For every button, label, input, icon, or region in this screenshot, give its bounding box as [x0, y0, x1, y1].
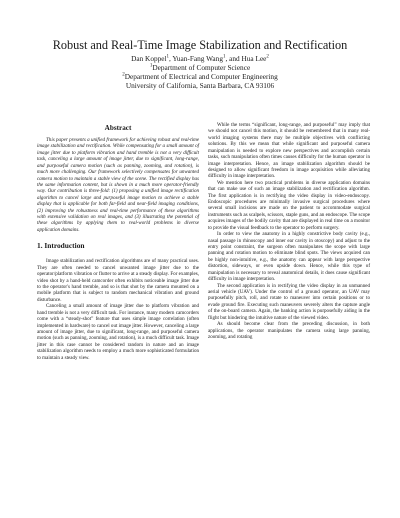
left-column — [37, 121, 199, 361]
paper-header — [0, 38, 400, 90]
body-paragraph: Canceling a small amount of image jitter due to platform vibration and hand tremble is not a very difficult task. For instance, many modern camcorders come with a “steady-shot” feature that uses simple image correlation (often implemented in hardware) to cancel out image jitter. However, canceling a large amount of image jitter, due to significant, long-range, and purposeful camera motion (such as panning, zooming, and rotation), is a much difficult task. Image jitter in this case cannot be considered random in nature and an image stabilization algorithm needs to employ a much more sophisticated formulation to maintain a steady view. — [37, 303, 199, 361]
affiliation — [0, 63, 400, 72]
author-affil-mark: 1 — [222, 54, 226, 60]
body-paragraph: Image stabilization and rectification algorithms are of many practical uses. They are often needed to cancel unwanted image jitter due to the operator/platform vibration or flutter to arrive at a steady display. For examples, video shot by a hand-held camcorder often exhibits noticeable image jitter due to the operator's hand tremble, and so is that shot by the camera mounted on a mobile platform that is subject to random mechanical vibration and ground disturbance. — [37, 258, 199, 303]
body-paragraph: In order to view the anatomy in a highly constrictive body cavity (e.g., nasal passage in rhinoscopy and inner ear cavity in otoscopy) and adjust to the entry point constraint, the surgeon often manipulates the scope with large panning and rotation motion to eliminate blind spots. The views acquired can be highly non-intuitive, e.g., the anatomy can appear with large perspective distortion, sideways, or even upside down. Hence, while this type of manipulation is necessary to reveal anatomical details, it does cause significant difficulty in image interpretation. — [208, 231, 370, 283]
body-paragraph: As should become clear from the preceding discussion, in both applications, the operator manipulates the camera using large panning, zooming, and rotating — [208, 321, 370, 340]
author-list: Dan Koppel$^1$, Yuan-Fang Wang$^1$, and Hua Lee$^2$ — [131, 54, 269, 63]
affiliation-text: Department of Electrical and Computer Engineering — [124, 72, 278, 81]
abstract-text: This paper presents a unified framework for achieving robust and real-time image stabilization and rectification. While compensating for a small amount of image jitter due to platform vibration and hand tremble is not a very difficult task, canceling a large amount of image jitter, due to significant, long-range, and purposeful camera motion (such as panning, zooming, and rotation), is much more challenging. Our framework selectively compensates for unwanted camera motion to maintain a stable view of the scene. The rectified display has the same information content, but is shown in a much more operator-friendly way. Our contribution is three-fold: (1) proposing a unified image rectification algorithm to cancel large and purposeful image motion to achieve a stable display that is applicable for both far-field and near-field imaging conditions, (2) improving the robustness and real-time performance of these algorithms with extensive validation on real images, and (3) illustrating the potential of these algorithms by applying them to real-world problems in diverse application domains. — [37, 137, 199, 233]
author-affil-mark: 1 — [166, 54, 170, 60]
section-heading-introduction: 1. Introduction — [37, 241, 85, 251]
author-affil-mark: 2 — [266, 54, 269, 60]
affiliation-mark: 2 — [122, 72, 125, 78]
affiliation — [0, 72, 400, 81]
paper-title: Robust and Real-Time Image Stabilization and Rectification — [52, 38, 348, 52]
body-paragraph: While the terms “significant, long-range, and purposeful” may imply that we should not cancel this motion, it should be remembered that in many real-world imaging systems there may be multiple objectives with conflicting solutions. By this we mean that while significant and purposeful camera manipulation is needed to explore new perspectives and accomplish certain tasks, such manipulation often times causes difficulty for the human operator in image interpretation. Hence, an image stabilization algorithm should be designed to allow significant freedom in image acquisition while alleviating difficulty in image interpretation. — [208, 122, 370, 180]
author-name: Dan Koppel — [131, 54, 167, 63]
author-name: Hua Lee — [241, 54, 267, 63]
author-name: Yuan-Fang Wang — [172, 54, 223, 63]
affiliation-text: Department of Computer Science — [152, 63, 251, 72]
right-column — [208, 122, 370, 340]
affiliation-mark: 1 — [149, 63, 153, 69]
institution: University of California, Santa Barbara, CA 93106 — [125, 81, 275, 90]
body-paragraph: The second application is in rectifying the video display in an unmanned aerial vehicle (UAV). Under the control of a ground operator, an UAV may purposefully pitch, roll, and rotate to maneuver into certain positions or to evade ground fire. Executing such maneuvers severely alters the capture angle of the on-board camera. Again, the banking action is purposefully aiding in the flight but hindering the intuitive nature of the viewed video. — [208, 282, 370, 321]
body-paragraph: We mention here two practical problems in diverse application domains that can make use of such an image stabilization and rectification algorithm. The first application is in rectifying the video display in video-endoscopy. Endoscopic procedures are minimally invasive surgical procedures where several small incisions are made on the patient to accommodate surgical instruments such as scalpels, scissors, staple guns, and an endoscope. The scope acquires images of the bodily cavity that are displayed in real time on a monitor to provide the visual feedback to the operator to perform surgery. — [208, 179, 370, 231]
abstract-heading: Abstract — [104, 124, 132, 132]
